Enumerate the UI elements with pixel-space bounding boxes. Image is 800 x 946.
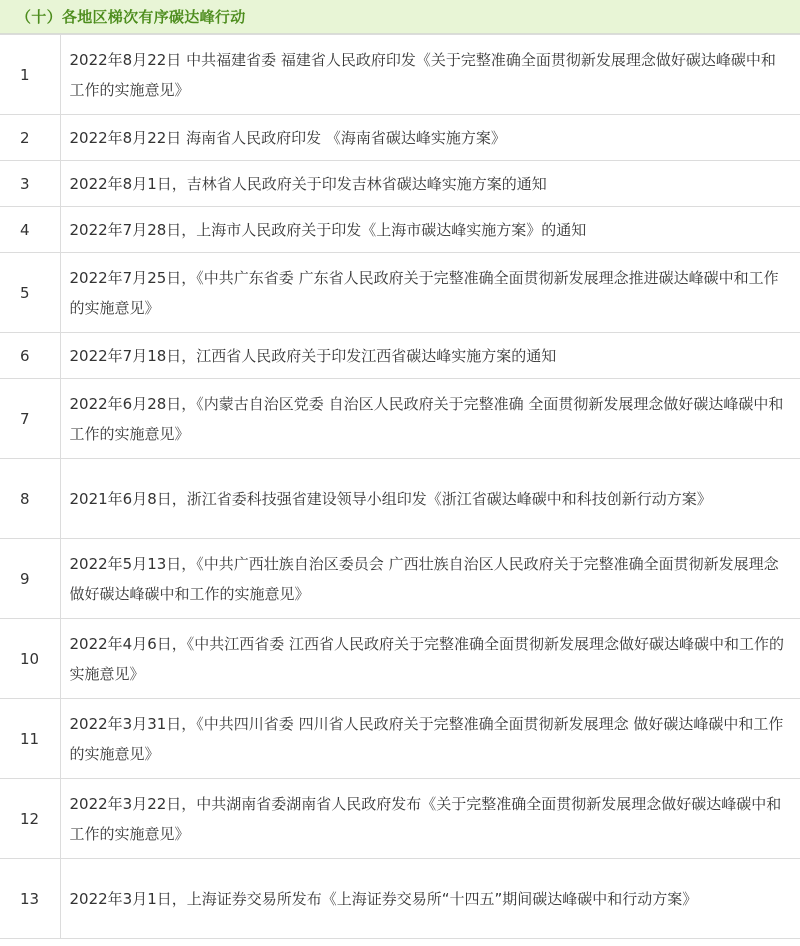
row-number: 13 bbox=[0, 859, 60, 939]
row-text: 2022年7月18日，江西省人民政府关于印发江西省碳达峰实施方案的通知 bbox=[60, 333, 800, 379]
table-row bbox=[0, 459, 800, 539]
table-row bbox=[0, 859, 800, 939]
row-text: 2021年6月8日，浙江省委科技强省建设领导小组印发《浙江省碳达峰碳中和科技创新行动方案》 bbox=[60, 459, 800, 539]
row-number: 10 bbox=[0, 619, 60, 699]
row-text: 2022年8月22日 海南省人民政府印发 《海南省碳达峰实施方案》 bbox=[60, 115, 800, 161]
row-text: 2022年3月1日，上海证券交易所发布《上海证券交易所“十四五”期间碳达峰碳中和行动方案》 bbox=[60, 859, 800, 939]
row-text: 2022年7月28日，上海市人民政府关于印发《上海市碳达峰实施方案》的通知 bbox=[60, 207, 800, 253]
row-number: 11 bbox=[0, 699, 60, 779]
row-text: 2022年6月28日，《内蒙古自治区党委 自治区人民政府关于完整准确 全面贯彻新发展理念做好碳达峰碳中和工作的实施意见》 bbox=[60, 379, 800, 459]
row-number: 7 bbox=[0, 379, 60, 459]
row-text: 2022年5月13日，《中共广西壮族自治区委员会 广西壮族自治区人民政府关于完整准确全面贯彻新发展理念做好碳达峰碳中和工作的实施意见》 bbox=[60, 539, 800, 619]
table-row bbox=[0, 207, 800, 253]
table-row bbox=[0, 253, 800, 333]
row-number: 4 bbox=[0, 207, 60, 253]
table-row bbox=[0, 779, 800, 859]
row-text: 2022年3月22日，中共湖南省委湖南省人民政府发布《关于完整准确全面贯彻新发展理念做好碳达峰碳中和工作的实施意见》 bbox=[60, 779, 800, 859]
row-number: 9 bbox=[0, 539, 60, 619]
row-text: 2022年7月25日，《中共广东省委 广东省人民政府关于完整准确全面贯彻新发展理念推进碳达峰碳中和工作的实施意见》 bbox=[60, 253, 800, 333]
row-number: 5 bbox=[0, 253, 60, 333]
row-number: 6 bbox=[0, 333, 60, 379]
row-number: 2 bbox=[0, 115, 60, 161]
row-text: 2022年3月31日，《中共四川省委 四川省人民政府关于完整准确全面贯彻新发展理念 做好碳达峰碳中和工作的实施意见》 bbox=[60, 699, 800, 779]
table-row bbox=[0, 333, 800, 379]
table-row bbox=[0, 379, 800, 459]
section-header bbox=[0, 0, 800, 34]
row-number: 12 bbox=[0, 779, 60, 859]
table-row bbox=[0, 699, 800, 779]
row-number: 3 bbox=[0, 161, 60, 207]
table-row bbox=[0, 161, 800, 207]
row-text: 2022年4月6日，《中共江西省委 江西省人民政府关于完整准确全面贯彻新发展理念做好碳达峰碳中和工作的实施意见》 bbox=[60, 619, 800, 699]
section-title: （十）各地区梯次有序碳达峰行动 bbox=[16, 8, 246, 26]
table-row bbox=[0, 539, 800, 619]
policy-table bbox=[0, 34, 800, 939]
row-number: 8 bbox=[0, 459, 60, 539]
table-row bbox=[0, 619, 800, 699]
row-text: 2022年8月22日 中共福建省委 福建省人民政府印发《关于完整准确全面贯彻新发展理念做好碳达峰碳中和工作的实施意见》 bbox=[60, 35, 800, 115]
row-number: 1 bbox=[0, 35, 60, 115]
row-text: 2022年8月1日，吉林省人民政府关于印发吉林省碳达峰实施方案的通知 bbox=[60, 161, 800, 207]
table-row bbox=[0, 115, 800, 161]
table-row bbox=[0, 35, 800, 115]
